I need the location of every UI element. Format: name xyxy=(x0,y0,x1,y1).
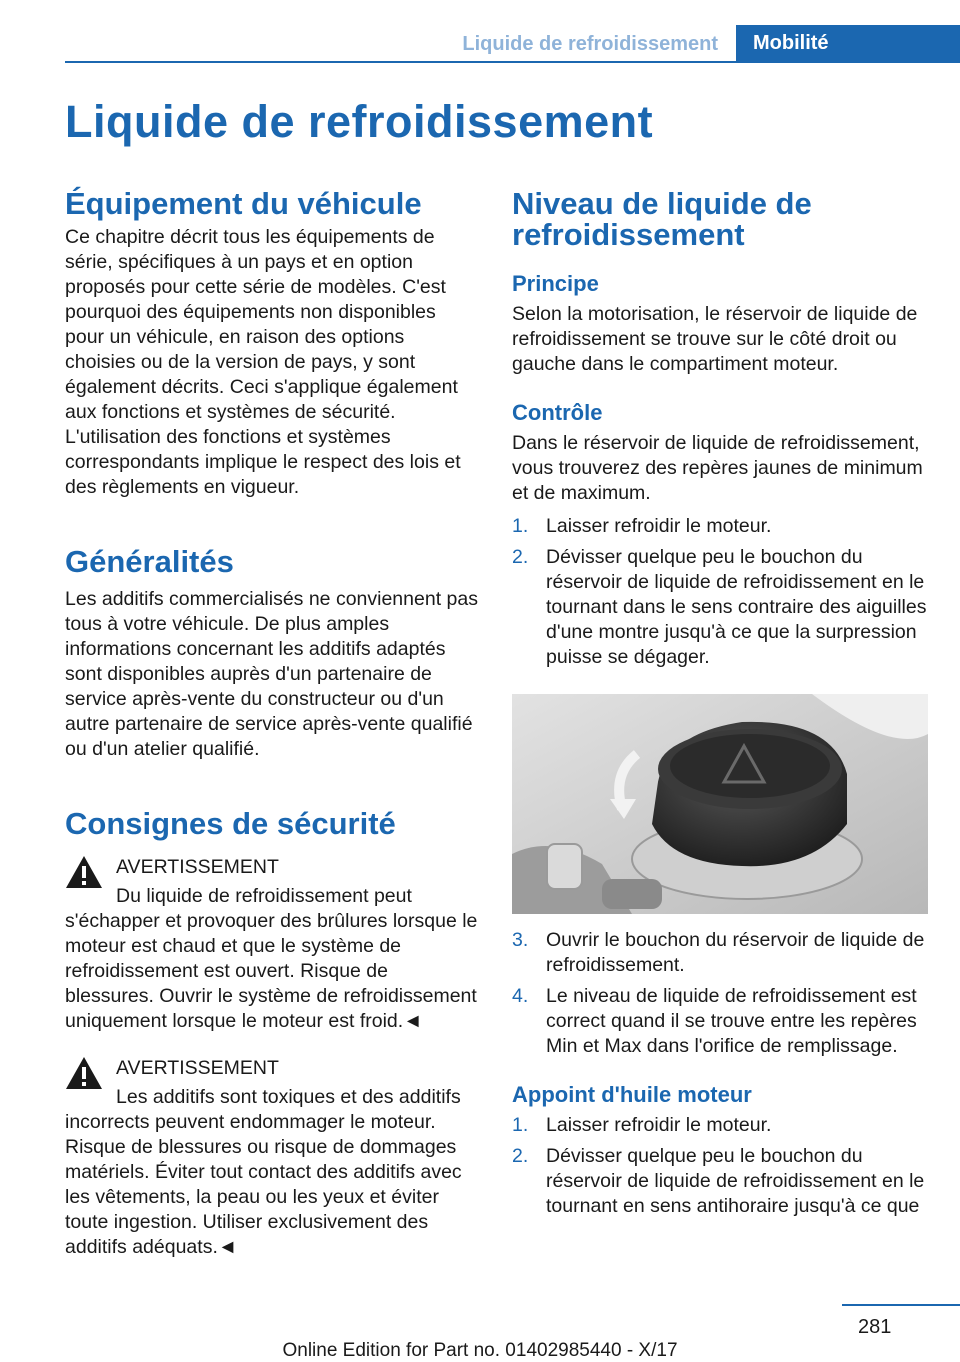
list-item xyxy=(512,984,930,1059)
step-text: Ouvrir le bouchon du réservoir de liquide de refroidissement. xyxy=(546,929,925,976)
list-item xyxy=(512,1144,930,1219)
equipment-heading: Équipement du véhicule xyxy=(65,186,422,221)
warning-triangle-icon xyxy=(65,855,103,889)
step-number: 2. xyxy=(512,1145,529,1167)
step-number: 4. xyxy=(512,985,529,1007)
header-section-title: Liquide de refroidissement xyxy=(462,33,718,55)
header-rule xyxy=(65,61,960,63)
safety-heading: Consignes de sécurité xyxy=(65,806,396,841)
left-column xyxy=(65,182,480,1260)
appoint-heading: Appoint d'huile moteur xyxy=(512,1082,752,1107)
coolant-cap-photo xyxy=(512,694,928,914)
controle-paragraph: Dans le réservoir de liquide de refroidissement, vous trouverez des repères jaunes de minimum et de maximum. xyxy=(512,432,923,504)
page-number: 281 xyxy=(858,1316,892,1338)
step-text: Dévisser quelque peu le bouchon du réservoir de liquide de refroidissement en le tournant en sens antihoraire jusqu'à ce que xyxy=(546,1145,925,1217)
footer-rule xyxy=(842,1304,960,1306)
step-number: 1. xyxy=(512,1114,529,1136)
warning-title: AVERTISSEMENT xyxy=(116,856,279,878)
list-item xyxy=(512,545,930,670)
step-text: Laisser refroidir le moteur. xyxy=(546,515,772,537)
page-title: Liquide de refroidissement xyxy=(65,96,654,147)
step-text: Dévisser quelque peu le bouchon du réservoir de liquide de refroidissement en le tournant dans le sens contraire des aiguilles d'une montre jusqu'à ce que la surpression puisse se dégager. xyxy=(546,546,927,668)
steps-list xyxy=(512,1113,930,1219)
step-number: 2. xyxy=(512,546,529,568)
steps-list xyxy=(512,514,930,670)
principe-paragraph: Selon la motorisation, le réservoir de liquide de refroidissement se trouve sur le côté droit ou gauche dans le compartiment moteur. xyxy=(512,303,918,375)
coolant-level-heading: Niveau de liquide de refroidissement xyxy=(512,186,812,252)
warning-text: Les additifs sont toxiques et des additifs incorrects peuvent endommager le moteur. Risque de blessures ou risque de dommages matériels. Éviter tout contact des additifs avec les vêtements, la peau ou les yeux et éviter toute ingestion. Utiliser exclusivement des additifs adéquats.◄ xyxy=(65,1086,462,1258)
equipment-paragraph: Ce chapitre décrit tous les équipements de série, spécifiques à un pays et en option proposés pour cette série de modèles. C'est pourquoi des équipements non disponibles pour un véhicule, en raison des options choisies ou de la version de pays, y sont également décrits. Ceci s'applique également aux fonctions et systèmes de sécurité. L'utilisation des fonctions et systèmes correspondants implique le respect des lois et des règlements en vigueur. xyxy=(65,226,461,498)
general-heading: Généralités xyxy=(65,544,234,579)
step-number: 3. xyxy=(512,929,529,951)
footer-edition: Online Edition for Part no. 01402985440 - X/17 xyxy=(282,1340,678,1361)
warning-triangle-icon xyxy=(65,1056,103,1090)
general-paragraph: Les additifs commercialisés ne conviennent pas tous à votre véhicule. De plus amples informations concernant les additifs adaptés sont disponibles auprès d'un partenaire de service après-vente du constructeur ou d'un autre partenaire de service après-vente qualifié ou d'un atelier qualifié. xyxy=(65,588,478,760)
step-text: Laisser refroidir le moteur. xyxy=(546,1114,772,1136)
warning-block xyxy=(65,855,480,1034)
step-text: Le niveau de liquide de refroidissement est correct quand il se trouve entre les repères Min et Max dans l'orifice de remplissage. xyxy=(546,985,917,1057)
controle-heading: Contrôle xyxy=(512,400,603,425)
principe-heading: Principe xyxy=(512,271,599,296)
warning-block xyxy=(65,1056,480,1260)
list-item xyxy=(512,928,930,978)
step-number: 1. xyxy=(512,515,529,537)
warning-title: AVERTISSEMENT xyxy=(116,1057,279,1079)
header-chapter-tab: Mobilité xyxy=(736,25,960,61)
steps-list xyxy=(512,928,930,1059)
list-item xyxy=(512,1113,930,1138)
right-column xyxy=(512,182,930,1219)
warning-text: Du liquide de refroidissement peut s'échapper et provoquer des brûlures lorsque le moteur est chaud et que le système de refroidissement est ouvert. Risque de blessures. Ouvrir le système de refroidissement uniquement lorsque le moteur est froid.◄ xyxy=(65,885,478,1032)
list-item xyxy=(512,514,930,539)
